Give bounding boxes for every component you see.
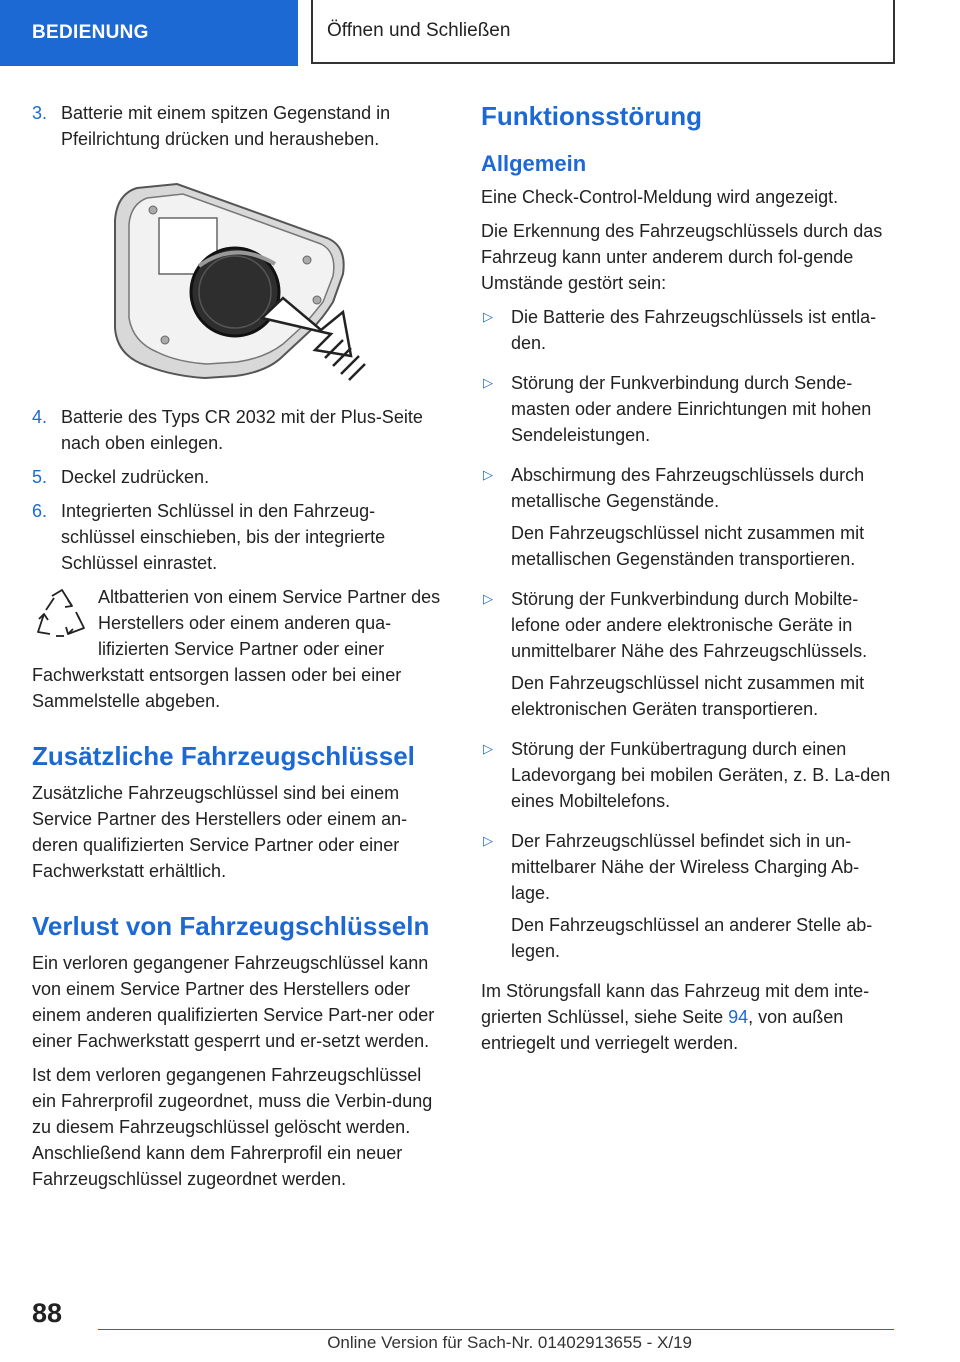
list-item [481, 736, 897, 820]
list-item [481, 586, 897, 728]
spare-keys-text: Zusätzliche Fahrzeugschlüssel sind bei einem Service Partner des Herstellers oder einem an-deren qualifizierten Service Partner oder einer Fachwerkstatt erhältlich. [32, 783, 408, 881]
bullet-text: Der Fahrzeugschlüssel befindet sich in un-mittelbarer Nähe der Wireless Charging Ab-lage. [511, 831, 860, 903]
page-number: 88 [32, 1298, 63, 1328]
lost-keys-text-1: Ein verloren gegangener Fahrzeugschlüssel kann von einem Service Partner des Herstellers oder einem anderen qualifizierten Service Part-ner oder einer Fachwerkstatt gesperrt und er-setzt werden. [32, 953, 435, 1051]
step-number: 4. [32, 407, 48, 427]
section-title-malfunction: Funktionsstörung [481, 101, 702, 131]
page-link[interactable]: 94 [728, 1007, 749, 1027]
bullet-text: Störung der Funkverbindung durch Sende-masten oder andere Einrichtungen mit hohen Sendeleistungen. [511, 373, 872, 445]
bullet-subtext: Den Fahrzeugschlüssel nicht zusammen mit metallischen Gegenständen transportieren. [511, 523, 865, 569]
key-battery-figure [107, 180, 367, 385]
recycling-note [32, 584, 446, 714]
section-title-lost-keys: Verlust von Fahrzeugschlüsseln [32, 911, 430, 941]
step-number: 3. [32, 103, 48, 123]
list-item [32, 100, 446, 152]
left-column [32, 100, 446, 1200]
footer-version-text: Online Version für Sach-Nr. 01402913655 - X/19 [327, 1333, 692, 1352]
recycling-icon [32, 584, 88, 644]
list-item [32, 464, 446, 490]
bullet-text: Die Batterie des Fahrzeugschlüssels ist entla-den. [511, 307, 877, 353]
triangle-bullet-icon: ▷ [483, 591, 493, 606]
step-number: 5. [32, 467, 48, 487]
lost-keys-text-2: Ist dem verloren gegangenen Fahrzeugschlüssel ein Fahrerprofil zugeordnet, muss die Verbin-dung zu diesem Fahrzeugschlüssel gelöscht werden. Anschließend kann dem Fahrerprofil ein neuer Fahrzeugschlüssel zugeordnet werden. [32, 1065, 433, 1189]
malfunction-text-1: Eine Check-Control-Meldung wird angezeigt. [481, 187, 839, 207]
steps-list-b [32, 404, 446, 576]
bullet-text: Abschirmung des Fahrzeugschlüssels durch metallische Gegenstände. [511, 465, 865, 511]
bullet-text: Störung der Funkverbindung durch Mobilte-lefone oder andere elektronische Geräte in unmittelbarer Nähe des Fahrzeugschlüssels. [511, 589, 868, 661]
triangle-bullet-icon: ▷ [483, 375, 493, 390]
malfunction-bullet-list [481, 304, 897, 970]
steps-list-a [32, 100, 446, 152]
triangle-bullet-icon: ▷ [483, 833, 493, 848]
list-item [481, 462, 897, 578]
step-number: 6. [32, 501, 48, 521]
recycling-note-text: Altbatterien von einem Service Partner des Herstellers oder einem anderen qua-lifizierten Service Partner oder einer Fachwerkstatt entsorgen lassen oder bei einer Sammelstelle abgeben. [32, 587, 441, 711]
step-text: Batterie des Typs CR 2032 mit der Plus-Seite nach oben einlegen. [61, 407, 423, 453]
malfunction-text-2: Die Erkennung des Fahrzeugschlüssels durch das Fahrzeug kann unter anderem durch fol-gende Umstände gestört sein: [481, 221, 883, 293]
subsection-title-general: Allgemein [481, 151, 587, 176]
section-title-spare-keys: Zusätzliche Fahrzeugschlüssel [32, 741, 415, 771]
triangle-bullet-icon: ▷ [483, 741, 493, 756]
list-item [481, 370, 897, 454]
step-text: Deckel zudrücken. [61, 467, 210, 487]
section-tab: BEDIENUNG [0, 0, 298, 66]
bullet-subtext: Den Fahrzeugschlüssel an anderer Stelle ab-legen. [511, 915, 873, 961]
bullet-subtext: Den Fahrzeugschlüssel nicht zusammen mit elektronischen Geräten transportieren. [511, 673, 865, 719]
step-text: Integrierten Schlüssel in den Fahrzeug-schlüssel einschieben, bis der integrierte Schlüssel einrastet. [61, 501, 386, 573]
triangle-bullet-icon: ▷ [483, 467, 493, 482]
bullet-text: Störung der Funkübertragung durch einen Ladevorgang bei mobilen Geräten, z. B. La-den eines Mobiltelefons. [511, 739, 891, 811]
list-item [481, 304, 897, 362]
list-item [32, 498, 446, 576]
list-item [32, 404, 446, 456]
page-header [0, 0, 960, 66]
triangle-bullet-icon: ▷ [483, 309, 493, 324]
step-text: Batterie mit einem spitzen Gegenstand in Pfeilrichtung drücken und herausheben. [61, 103, 391, 149]
chapter-title: Öffnen und Schließen [311, 0, 895, 64]
right-column [481, 100, 897, 1064]
malfunction-closing: Im Störungsfall kann das Fahrzeug mit dem inte-grierten Schlüssel, siehe Seite 94, von außen entriegelt und verriegelt werden. [481, 981, 870, 1053]
list-item [481, 828, 897, 970]
footer-divider [98, 1329, 894, 1330]
